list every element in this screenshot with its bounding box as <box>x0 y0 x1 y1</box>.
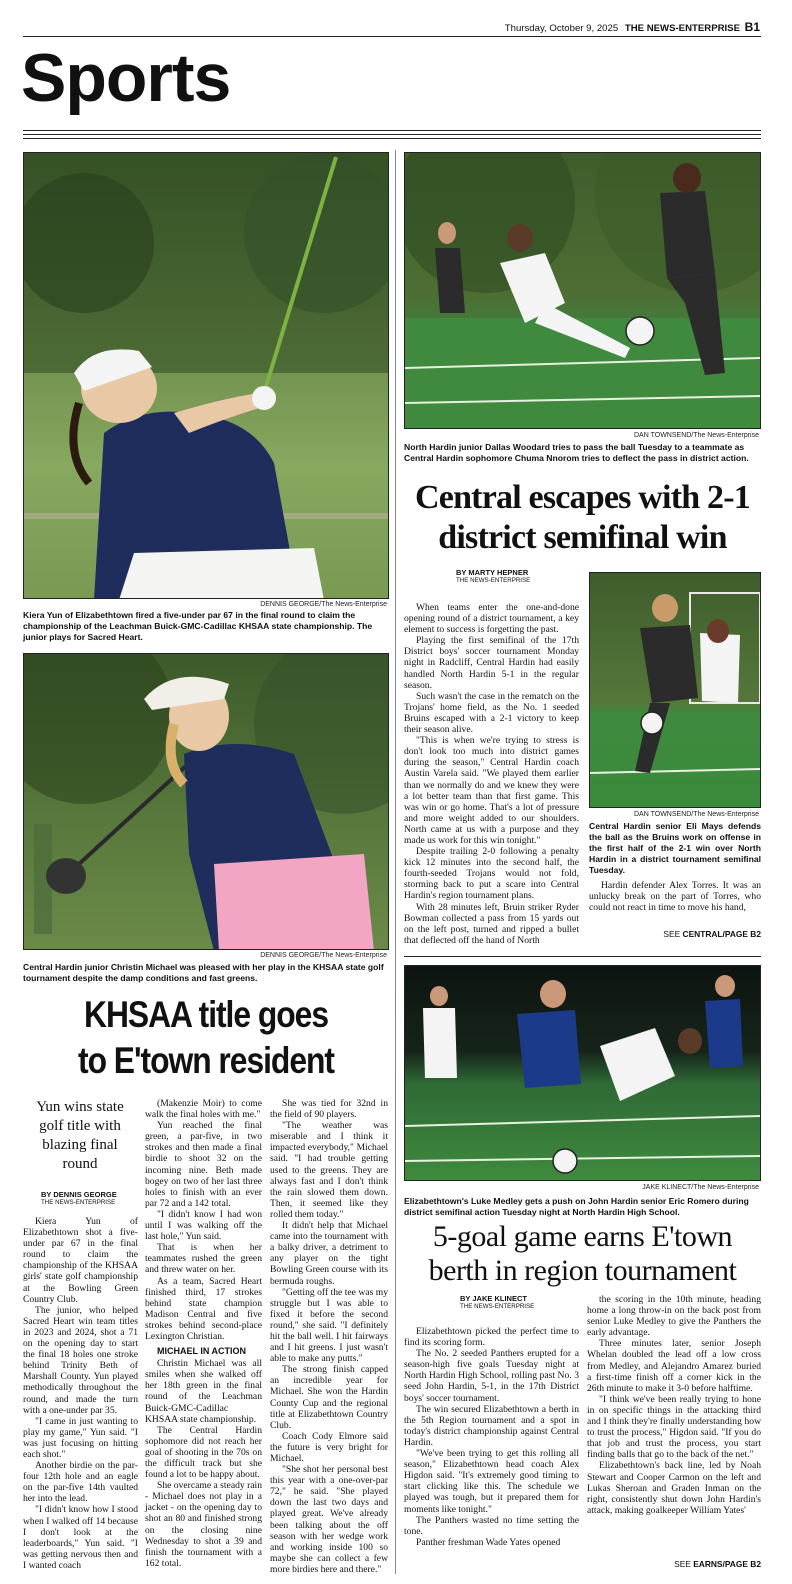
paragraph: Elizabethtown picked the perfect time to find its scoring form. <box>404 1326 579 1349</box>
golf-photo1-credit: DENNIS GEORGE/The News-Enterprise <box>260 601 387 608</box>
paragraph: Hardin defender Alex Torres. It was an unlucky break on the part of Torres, who could not react in time to move his hand, <box>589 880 761 914</box>
paragraph: "This is when we're trying to stress is don't look too much into district games during the season," Central Hardin coach Austin Varela said. "We played them earlier than we normally do and we knew they were a lot better team than that first game. This was win or go home. That's a lot of pressure and more weight added to our shoulders. North came at us with a purpose and they made us work for this win tonight." <box>404 735 579 846</box>
paragraph: "Getting off the tee was my struggle but I was able to fixed it before the second round," she said. "I definitely hit the ball well. I hit fairways and I hit greens. I just wasn't able to make any putts." <box>270 1286 388 1365</box>
soccer1-byline-author: BY MARTY HEPNER <box>456 568 529 577</box>
soccer2-headline <box>404 1220 761 1288</box>
golfer-illustration <box>24 153 389 599</box>
folio <box>505 20 760 34</box>
paragraph: The junior, who helped Sacred Heart win team titles in 2023 and 2024, shot a 71 on the opening day to start the final 18 holes one stroke behind Trinity Beth of Marshall County. Yun played methodically throughout the round, and made the turn with a one-under par 35. <box>23 1304 138 1416</box>
soccer1-see-ref[interactable]: CENTRAL/PAGE B2 <box>682 929 761 939</box>
paragraph: Kiera Yun of Elizabethtown shot a five-under par 67 in the final round to claim the championship of the KHSAA girls' state golf championship at the Bowling Green Country Club. <box>23 1216 138 1305</box>
soccer1-headline-line1: Central escapes with 2-1 <box>415 479 750 516</box>
golf-deck: Yun wins state golf title with blazing final round <box>36 1099 124 1172</box>
paragraph: As a team, Sacred Heart finished third, 17 strokes behind state champion Madison Central and five strokes behind second-place Lexington Christian. <box>145 1275 262 1342</box>
masthead-rule-3 <box>23 138 761 139</box>
golf-photo-yun <box>23 152 389 599</box>
paragraph: "She shot her personal best this year with a one-over-par 72," he said. "She played down the last two days and played great. We've already been talking about the off season with her wedge work and working inside 100 so maybe she can collect a few more birdies here and there." <box>270 1464 388 1575</box>
golf-byline-org: THE NEWS-ENTERPRISE <box>41 1199 116 1206</box>
soccer2-photo-credit: JAKE KLINECT/The News-Enterprise <box>642 1184 759 1191</box>
golf-headline-line1: KHSAA title goes <box>84 994 328 1035</box>
golf-headline <box>49 992 364 1084</box>
paragraph: It didn't help that Michael came into the tournament with a balky driver, a detriment to any player on the tight Bowling Green course with its bermuda roughs. <box>270 1220 388 1287</box>
golf-photo2-caption: Central Hardin junior Christin Michael was pleased with her play in the KHSAA state golf tournament despite the damp conditions and fast greens. <box>23 962 384 983</box>
soccer2-headline-line1: 5-goal game earns E'town <box>432 1220 733 1253</box>
paragraph: "I didn't know I had won until I was walking off the last hole," Yun said. <box>145 1208 262 1243</box>
paragraph: "The weather was miserable and I think it impacted everybody," Michael said. "I had trouble getting used to the greens. They are always fast and I don't think the rain slowed them down. Then, it seemed like they rolled them today." <box>270 1120 388 1220</box>
paragraph: the scoring in the 10th minute, heading home a long throw-in on the back post from senior Luke Medley to give the Panthers the early advantage. <box>587 1294 761 1339</box>
paragraph: "We've been trying to get this rolling all season," Elizabethtown head coach Alex Higdon said. "It's extremely good timing to start clicking like this. The schedule we played was tough, but it prepared them for moments like tonight." <box>404 1448 579 1515</box>
section-title: Sports <box>21 40 231 116</box>
paragraph: Playing the first semifinal of the 17th District boys' soccer tournament Monday night in Radcliff, Central Hardin had easily handled North Hardin 5-1 in the regular season. <box>404 635 579 691</box>
masthead-rule-2 <box>23 134 761 135</box>
soccer-photo-mays <box>589 572 761 808</box>
paragraph: Despite trailing 2-0 following a penalty kick 12 minutes into the second half, the fourth-seeded Trojans would not fold, storming back to put a scare into Central Hardin's region tournament plans. <box>404 846 579 902</box>
golf-subhead: MICHAEL IN ACTION <box>157 1346 246 1357</box>
soccer1-jump-line <box>589 929 761 939</box>
soccer-action-illustration <box>405 153 761 429</box>
paragraph: The win secured Elizabethtown a berth in the 5th Region tournament and a spot in today's district championship against Central Hardin. <box>404 1403 579 1448</box>
paragraph: Such wasn't the case in the rematch on the Trojans' home field, as the No. 1 seeded Bruins escaped with a 2-1 victory to keep their season alive. <box>404 690 579 736</box>
paragraph: Elizabethtown's back line, led by Noah Stewart and Cooper Carmon on the left and Lukas Sheroan and Graden Inman on the right, consistently shut down John Hardin's attack, making goalkeeper William Yates' <box>587 1460 761 1516</box>
soccer2-see-ref[interactable]: EARNS/PAGE B2 <box>693 1559 761 1569</box>
soccer2-byline-org: THE NEWS-ENTERPRISE <box>460 1303 535 1310</box>
soccer1-column-2 <box>589 880 761 913</box>
paragraph: Panther freshman Wade Yates opened <box>416 1536 561 1548</box>
golf-photo2-credit: DENNIS GEORGE/The News-Enterprise <box>260 952 387 959</box>
paragraph: (Makenzie Moir) to come walk the final holes with me." <box>145 1098 262 1121</box>
soccer1-photo2-caption: Central Hardin senior Eli Mays defends the ball as the Bruins work on offense in the first half of the 2-1 win over North Hardin in a district tournament semifinal Tuesday. <box>589 821 761 875</box>
paragraph: She overcame a steady rain - Michael does not play in a jacket - on the opening day to shot an 80 and finished strong on the closing nine Wednesday to shot a 39 and finish the tournament with a 162 total. <box>145 1480 262 1569</box>
paragraph: The Central Hardin sophomore did not reach her goal of shooting in the 70s on the difficult track but she found a lot to be happy about. <box>145 1424 262 1481</box>
paragraph: "I think we've been really trying to hone in on specific things in the attacking third and I think they're finally understanding how to trust the process," Higdon said. "If you do that job and trust the process, you start finding balls that go to the back of the net." <box>587 1393 761 1461</box>
soccer1-headline <box>404 478 761 558</box>
soccer1-headline-line2: district semifinal win <box>438 519 727 556</box>
soccer-night-illustration <box>405 966 761 1181</box>
soccer1-photo2-credit: DAN TOWNSEND/The News-Enterprise <box>634 811 759 818</box>
masthead-rule-1 <box>23 130 761 131</box>
golfer-illustration-2 <box>24 654 389 950</box>
golf-photo-michael <box>23 653 389 950</box>
golf-headline-line2: to E'town resident <box>78 1040 334 1081</box>
soccer1-column-1 <box>404 602 579 946</box>
soccer-defend-illustration <box>590 573 761 808</box>
paragraph: Coach Cody Elmore said the future is very bright for Michael. <box>270 1430 388 1464</box>
golf-byline <box>41 1190 117 1206</box>
paragraph: "I didn't know how I stood when I walked off 14 because I don't look at the leaderboards," Yun said. "I was getting nervous then and I wanted coach <box>23 1504 138 1571</box>
soccer-divider <box>404 956 761 957</box>
paragraph: She was tied for 32nd in the field of 90 players. <box>270 1098 388 1121</box>
paragraph: The strong finish capped an incredible year for Michael. She won the Hardin County Cup and the regional title at Elizabethtown Country Club. <box>270 1364 388 1431</box>
soccer-photo-medley <box>404 965 761 1181</box>
golf-byline-author: BY DENNIS GEORGE <box>41 1190 117 1199</box>
paragraph: "I came in just wanting to play my game," Yun said. "I was just focusing on hitting each shot." <box>23 1415 138 1460</box>
paragraph: Three minutes later, senior Joseph Whelan doubled the lead off a low cross from Medley, and Alejandro Amarez buried a first-time finish off a corner kick in the 26th minute to make it 3-0 before halftime. <box>587 1338 761 1394</box>
paragraph: With 28 minutes left, Bruin striker Ryder Bowman collected a pass from 15 yards out on the left post, turned and ripped a bullet that deflected off the hand of North <box>404 901 579 946</box>
soccer1-see-prefix: SEE <box>663 929 681 939</box>
dateline: Thursday, October 9, 2025 <box>504 23 619 34</box>
soccer2-see-prefix: SEE <box>674 1559 691 1569</box>
soccer2-column-1 <box>404 1326 579 1548</box>
soccer1-byline <box>456 568 530 584</box>
masthead-top-rule <box>23 36 761 37</box>
soccer2-photo-caption: Elizabethtown's Luke Medley gets a push on John Hardin senior Eric Romero during district semifinal action Tuesday night at North Hardin High School. <box>404 1196 749 1217</box>
golf-column-3 <box>270 1098 388 1575</box>
golf-column-2 <box>145 1098 262 1569</box>
soccer1-byline-org: THE NEWS-ENTERPRISE <box>456 577 531 584</box>
page-number: B1 <box>744 20 760 34</box>
soccer2-byline-author: BY JAKE KLINECT <box>460 1294 527 1303</box>
paragraph: The Panthers wasted no time setting the tone. <box>404 1514 579 1537</box>
soccer2-jump-line <box>587 1559 761 1569</box>
soccer-photo-woodard <box>404 152 761 429</box>
soccer1-photo1-caption: North Hardin junior Dallas Woodard tries to pass the ball Tuesday to a teammate as Central Hardin sophomore Chuma Nnorom tries to deflect the pass in district action. <box>404 442 749 463</box>
paragraph: Christin Michael was all smiles when she walked off her 18th green in the final round of the Leachman Buick-GMC-Cadillac KHSAA state championship. <box>145 1358 262 1425</box>
soccer2-headline-line2: berth in region tournament <box>428 1254 737 1287</box>
paragraph: The No. 2 seeded Panthers erupted for a season-high five goals Tuesday night at North Hardin High School, rolling past No. 3 seed John Hardin, 5-1, in the 17th District boys' soccer tournament. <box>404 1348 579 1404</box>
soccer1-photo1-credit: DAN TOWNSEND/The News-Enterprise <box>634 432 759 439</box>
paragraph: Another birdie on the par-four 12th hole and an eagle on the par-five 14th vaulted her into the lead. <box>23 1460 138 1505</box>
paragraph: Yun reached the final green, a par-five, in two strokes and then made a final birdie to shoot 32 on the incoming nine. Beth made bogey on two of her last three holes to finish with an ever par 72 and a 142 total. <box>145 1120 262 1209</box>
soccer2-byline <box>460 1294 534 1310</box>
golf-photo1-caption: Kiera Yun of Elizabethtown fired a five-under par 67 in the final round to claim the championship of the Leachman Buick-GMC-Cadillac KHSAA state championship. The junior plays for Sacred Heart. <box>23 610 373 642</box>
paragraph: That is when her teammates rushed the green and threw water on her. <box>145 1242 262 1276</box>
golf-column-1 <box>23 1216 138 1571</box>
soccer2-column-2 <box>587 1294 761 1516</box>
paper-name: THE NEWS-ENTERPRISE <box>624 23 740 34</box>
column-divider <box>395 150 396 1574</box>
paragraph: When teams enter the one-and-done opening round of a district tournament, a key element to success is forgetting the past. <box>404 602 579 636</box>
